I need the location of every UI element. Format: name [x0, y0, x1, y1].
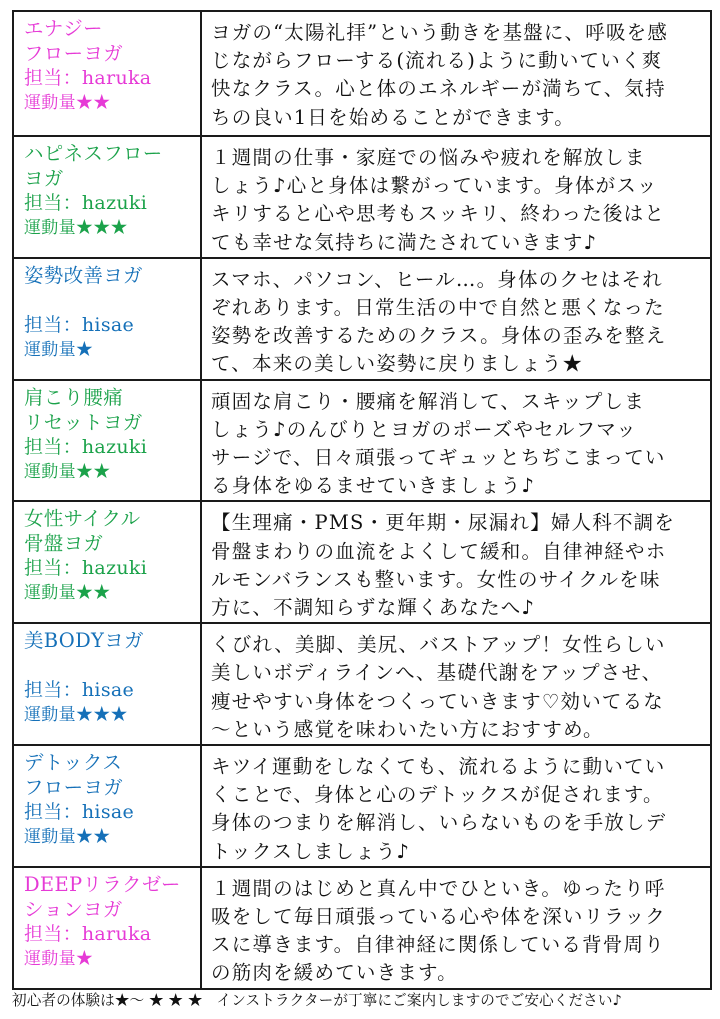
- description-line: キツイ運動をしなくても、流れるように動いてい: [211, 755, 666, 779]
- description-line: て、本来の美しい姿勢に戻りましょう★: [211, 352, 584, 376]
- description-line: スマホ、パソコン、ヒール…。身体のクセはそれ: [211, 267, 663, 291]
- description-line: じながらフローする(流れる)ように動いていく爽: [211, 49, 663, 73]
- class-description: [201, 745, 711, 867]
- class-info-cell: [13, 258, 201, 380]
- class-row: [13, 258, 711, 380]
- class-name-line: 骨盤ヨガ: [24, 532, 104, 556]
- description-line: くことで、身体と心のデトックスが促されます。: [211, 783, 664, 807]
- class-row: [13, 745, 711, 867]
- class-instructor: 担当：haruka: [24, 67, 152, 89]
- description-line: ちの良い1日を始めることができます。: [211, 105, 575, 129]
- class-name-line: リセットヨガ: [24, 410, 143, 434]
- description-line: スに導きます。自律神経に関係している背骨周り: [211, 933, 665, 957]
- class-info-cell: [13, 380, 201, 502]
- class-name-line: フローヨガ: [24, 776, 124, 800]
- description-line: ぞれあります。日常生活の中で自然と悪くなった: [211, 296, 665, 320]
- description-line: 方に、不調知らずな輝くあなたへ♪: [211, 596, 536, 620]
- class-description: [201, 623, 711, 745]
- class-row: [13, 623, 711, 745]
- class-instructor: 担当：haruka: [24, 922, 152, 945]
- description-line: 身体のつまりを解消し、いらないものを手放しデ: [211, 811, 667, 835]
- description-line: 〜という感覚を味わいたい方におすすめ。: [211, 717, 604, 741]
- class-name-line: デトックス: [24, 751, 123, 775]
- description-line: １週間の仕事・家庭での悩みや疲れを解放しま: [211, 146, 646, 169]
- class-instructor: 担当：hazuki: [24, 435, 148, 458]
- class-row: [13, 380, 711, 502]
- footer-note: [12, 989, 717, 1010]
- description-line: しょう♪心と身体は繋がっています。身体がスッ: [211, 174, 658, 198]
- class-description: [201, 380, 711, 502]
- class-intensity-level: 運動量★★★: [24, 705, 128, 726]
- description-line: ヨガの“太陽礼拝”という動きを基盤に、呼吸を感: [211, 21, 669, 44]
- description-line: ルモンバランスも整います。女性のサイクルを味: [211, 567, 661, 591]
- class-name-line: ションヨガ: [24, 897, 123, 921]
- class-info-cell: [13, 867, 201, 989]
- description-line: ても幸せな気持ちに満たされていきます♪: [211, 230, 598, 254]
- class-name-line: ハピネスフロー: [24, 142, 163, 165]
- class-name-line: ヨガ: [24, 167, 64, 190]
- description-line: サージで、日々頑張ってギュッとちぢこまってい: [211, 446, 666, 470]
- class-description: [201, 501, 711, 623]
- class-instructor: 担当：hisae: [24, 801, 135, 824]
- class-intensity-level: 運動量★★★: [24, 218, 128, 238]
- class-schedule-table: [12, 10, 712, 990]
- class-description: [201, 136, 711, 258]
- description-line: トックスしましょう♪: [211, 839, 411, 863]
- class-intensity-level: 運動量★: [24, 948, 94, 969]
- class-intensity-level: 運動量★★: [24, 827, 111, 848]
- instructor-note: インストラクターが丁寧にご案内しますのでご安心ください♪: [216, 992, 622, 1009]
- class-name-line: 美BODYヨガ: [24, 629, 144, 653]
- class-intensity-level: 運動量★: [24, 339, 94, 360]
- class-name-line: 姿勢改善ヨガ: [24, 263, 143, 287]
- class-instructor: 担当：hazuki: [24, 557, 148, 580]
- class-instructor: 担当：hazuki: [24, 192, 148, 214]
- description-line: 痩せやすい身体をつくっていきます♡効いてるな: [211, 689, 664, 713]
- class-name-line: DEEPリラクゼー: [24, 872, 181, 896]
- description-line: キリすると心や思考もスッキリ、終わった後はと: [211, 202, 666, 226]
- class-name-line: 女性サイクル: [24, 507, 141, 531]
- description-line: 吸をして毎日頑張っている心や体を深いリラック: [211, 905, 667, 929]
- class-name-line: エナジー: [24, 17, 103, 40]
- class-intensity-level: 運動量★★: [24, 461, 111, 482]
- class-info-cell: [13, 136, 201, 258]
- class-row: [13, 136, 711, 258]
- description-line: 頑固な肩こり・腰痛を解消して、スキップしま: [211, 389, 645, 413]
- description-line: 快なクラス。心と体のエネルギーが満ちて、気持: [211, 77, 666, 101]
- trial-note: 初心者の体験は★〜 ★ ★ ★: [12, 992, 203, 1009]
- description-line: １週間のはじめと真ん中でひといき。ゆったり呼: [211, 876, 666, 900]
- class-description: [201, 11, 711, 136]
- class-info-cell: [13, 501, 201, 623]
- description-line: しょう♪のんびりとヨガのポーズやセルフマッ: [211, 417, 637, 441]
- class-row: [13, 501, 711, 623]
- class-intensity-level: 運動量★★: [24, 93, 111, 113]
- description-line: 骨盤まわりの血流をよくして緩和。自律神経やホ: [211, 539, 667, 563]
- class-row: [13, 11, 711, 136]
- class-info-cell: [13, 623, 201, 745]
- class-info-cell: [13, 11, 201, 136]
- class-intensity-level: 運動量★★: [24, 583, 111, 604]
- description-line: 【生理痛・PMS・更年期・尿漏れ】婦人科不調を: [211, 511, 676, 535]
- description-line: の筋肉を緩めていきます。: [211, 961, 458, 985]
- description-line: くびれ、美脚、美尻、バストアップ！女性らしい: [211, 633, 666, 657]
- class-instructor: 担当：hisae: [24, 679, 135, 702]
- description-line: 美しいボディラインへ、基礎代謝をアップさせ、: [211, 661, 663, 685]
- class-description: [201, 258, 711, 380]
- class-info-cell: [13, 745, 201, 867]
- class-name-line: フローヨガ: [24, 42, 124, 65]
- class-name-line: 肩こり腰痛: [24, 385, 124, 409]
- class-description: [201, 867, 711, 989]
- class-instructor: 担当：hisae: [24, 313, 135, 336]
- description-line: る身体をゆるませていきましょう♪: [211, 474, 536, 498]
- description-line: 姿勢を改善するためのクラス。身体の歪みを整え: [211, 324, 667, 348]
- class-row: [13, 867, 711, 989]
